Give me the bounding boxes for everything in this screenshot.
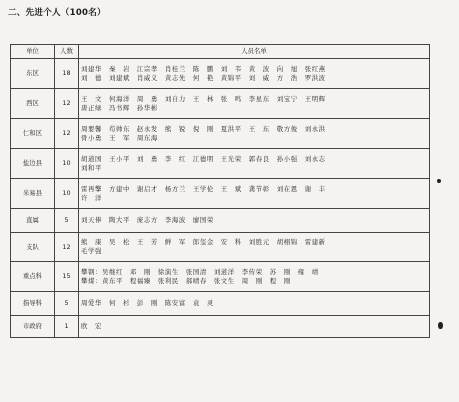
name-line: 周要馨 苟帅东 赵永发 熊 锐 倪 刚 夏洪平 王 东 敬方俊 刘永洪 [81,124,326,133]
unit-cell: 西区 [11,89,55,119]
count-cell: 12 [55,89,79,119]
unit-cell: 直属 [11,209,55,233]
section-title: 二、先进个人（100名） [8,8,106,18]
names-cell [79,179,430,209]
name-line: 刘建华 秦 岩 江宗孝 肖桂兰 陈 鹏 刘 韦 黄 波 向 旭 张红燕 [81,64,326,73]
unit-cell: 指导科 [11,292,55,316]
name-line: 唐正绿 冯书辉 孙华彬 [81,103,158,112]
count-cell: 1 [55,316,79,338]
count-cell: 12 [55,119,79,149]
unit-cell: 仁和区 [11,119,55,149]
name-line: 攀煤：黄东平 程福臻 张利民 郝晴春 张文生 周 刚 程 刚 [81,276,291,285]
table-row [11,292,430,316]
table-row [11,209,430,233]
count-cell: 12 [55,233,79,262]
names-cell [79,262,430,292]
table-row [11,179,430,209]
name-line: 雷再擎 方建中 谢启才 杨方兰 王学伦 王 斌 龚节彰 刘在恩 谢 丰 [81,184,326,193]
unit-cell: 米易县 [11,179,55,209]
name-line: 胡道国 王小平 刘 勇 李 红 江德明 王光荣 郭春良 孙小强 刘永志 [81,154,326,163]
names-cell [79,59,430,89]
unit-cell: 重点科 [11,262,55,292]
unit-header: 单位 [11,45,55,59]
names-cell [79,316,430,338]
name-line: 刘 德 刘建斌 肖威义 黄志先 何 艳 黄锦平 刘 威 方 浩 罗洪波 [81,73,326,82]
table-row [11,316,430,338]
count-cell: 18 [55,59,79,89]
count-cell: 10 [55,179,79,209]
name-line: 周爱华 何 杉 彭 刚 陈安富 袁 灵 [81,299,214,308]
name-line: 毛学强 [81,247,102,255]
table-header-row [11,45,430,59]
names-cell [79,149,430,179]
name-line: 许 洋 [81,193,102,202]
unit-cell: 盐边县 [11,149,55,179]
count-cell: 5 [55,209,79,233]
name-line: 熊 康 吴 松 王 芳 鲜 军 郎玺金 安 科 刘胜元 胡栩锦 雷建新 [81,238,326,247]
names-cell [79,209,430,233]
scan-speck [438,322,443,329]
names-cell [79,89,430,119]
table-row [11,262,430,292]
name-line: 欧 宏 [81,322,102,331]
name-line: 刘和平 [81,163,102,172]
count-cell: 5 [55,292,79,316]
names-cell [79,233,430,262]
table-row [11,119,430,149]
table-row [11,233,430,262]
scan-speck [437,179,441,183]
names-cell [79,292,430,316]
unit-cell: 支队 [11,233,55,262]
name-line: 骨小勇 王 军 周东海 [81,133,158,142]
names-cell [79,119,430,149]
count-cell: 10 [55,149,79,179]
count-cell: 15 [55,262,79,292]
table-row [11,59,430,89]
name-line: 王 文 何海洋 周 勇 刘自力 王 林 张 鸣 李星东 刘宝宁 王明辉 [81,94,326,103]
table-row [11,89,430,119]
name-line: 攀钢：吴继红 邓 刚 徐演生 张国清 刘道洋 李传荣 苏 刚 雍 靖 [81,267,319,276]
name-line: 刘天俸 陶大平 庞志方 李海波 廖国荣 [81,216,214,225]
table-row [11,149,430,179]
unit-cell: 东区 [11,59,55,89]
unit-cell: 市政府 [11,316,55,338]
names-header: 人员名单 [79,45,430,59]
honoree-table [10,44,430,338]
count-header: 人数 [55,45,79,59]
